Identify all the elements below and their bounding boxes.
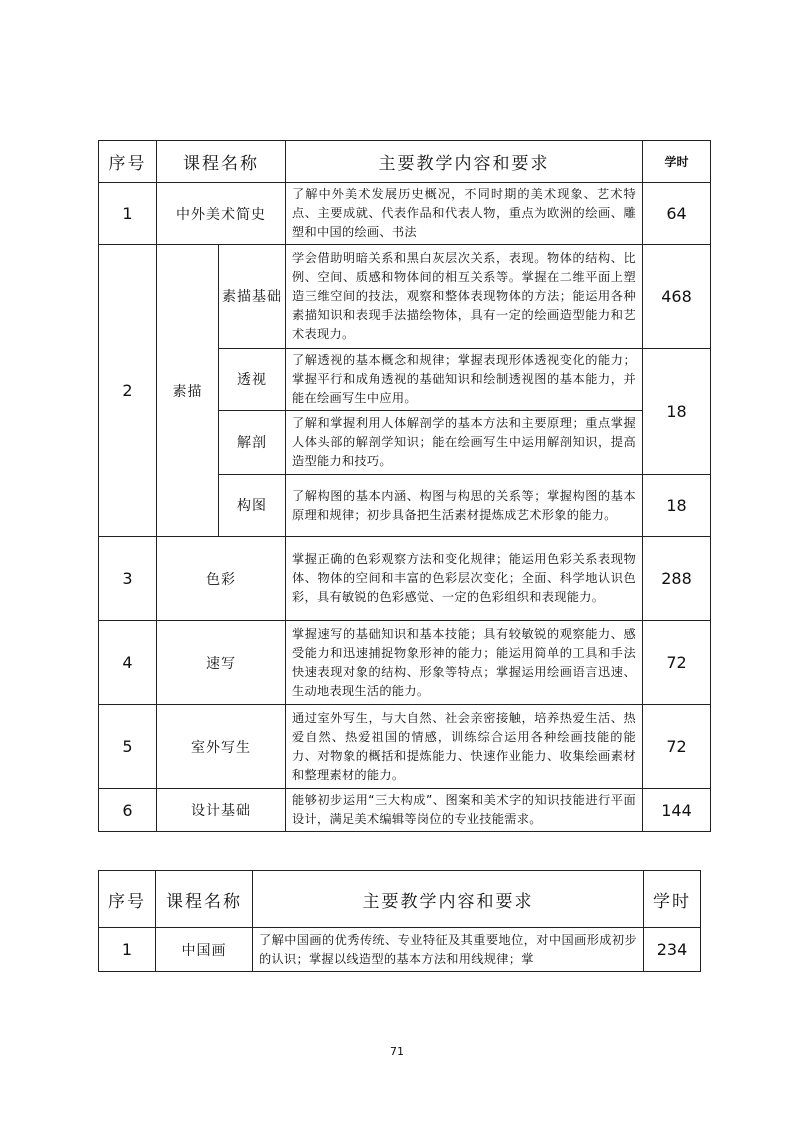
header-no: 序号 xyxy=(99,871,156,928)
row-no: 4 xyxy=(99,621,157,705)
table-row xyxy=(99,183,711,245)
sub-content: 了解和掌握利用人体解剖学的基本方法和主要原理；重点掌握人体头部的解剖学知识；能在绘画写生中运用解剖知识，提高造型能力和技巧。 xyxy=(286,411,643,475)
sub-course-name: 解剖 xyxy=(219,411,286,475)
header-no: 序号 xyxy=(99,141,157,183)
row-no: 1 xyxy=(99,928,156,972)
row-course-name: 中外美术简史 xyxy=(157,183,286,245)
table-row xyxy=(99,537,711,621)
row-no: 6 xyxy=(99,789,157,832)
row-hours: 288 xyxy=(643,537,711,621)
row-course-name: 色彩 xyxy=(157,537,286,621)
row-no: 1 xyxy=(99,183,157,245)
sub-course-name: 构图 xyxy=(219,475,286,537)
row-no: 5 xyxy=(99,705,157,789)
table-row xyxy=(99,245,711,349)
course-table-2 xyxy=(98,870,701,972)
sub-course-name: 透视 xyxy=(219,349,286,411)
page-number: 71 xyxy=(390,1045,404,1058)
table-row xyxy=(99,705,711,789)
header-course-name: 课程名称 xyxy=(156,871,253,928)
row-content: 了解中国画的优秀传统、专业特征及其重要地位，对中国画形成初步的认识；掌握以线造型的基本方法和用线规律；掌 xyxy=(253,928,644,972)
row-no: 2 xyxy=(99,245,157,537)
row-course-name: 中国画 xyxy=(156,928,253,972)
row-content: 了解中外美术发展历史概况，不同时期的美术现象、艺术特点、主要成就、代表作品和代表人物，重点为欧洲的绘画、雕塑和中国的绘画、书法 xyxy=(286,183,643,245)
row-no: 3 xyxy=(99,537,157,621)
sub-content: 学会借助明暗关系和黑白灰层次关系，表现。物体的结构、比例、空间、质感和物体间的相互关系等。掌握在二维平面上塑造三维空间的技法，观察和整体表现物体的方法；能运用各种素描知识和表现手法描绘物体，具有一定的绘画造型能力和艺术表现力。 xyxy=(286,245,643,349)
sub-hours: 468 xyxy=(643,245,711,349)
table-header-row xyxy=(99,141,711,183)
header-hours: 学时 xyxy=(643,141,711,183)
row-course-name: 素描 xyxy=(157,245,219,537)
table-row xyxy=(99,928,701,972)
sub-content: 了解构图的基本内涵、构图与构思的关系等；掌握构图的基本原理和规律；初步具备把生活素材提炼成艺术形象的能力。 xyxy=(286,475,643,537)
table-header-row xyxy=(99,871,701,928)
row-content: 掌握速写的基础知识和基本技能；具有较敏锐的观察能力、感受能力和迅速捕捉物象形神的能力；能运用简单的工具和手法快速表现对象的结构、形象等特点；掌握运用绘画语言迅速、生动地表现生活的能力。 xyxy=(286,621,643,705)
row-content: 通过室外写生，与大自然、社会亲密接触，培养热爱生活、热爱自然、热爱祖国的情感，训练综合运用各种绘画技能的能力、对物象的概括和提炼能力、快速作业能力、收集绘画素材和整理素材的能力。 xyxy=(286,705,643,789)
row-course-name: 室外写生 xyxy=(157,705,286,789)
row-hours: 72 xyxy=(643,705,711,789)
row-course-name: 速写 xyxy=(157,621,286,705)
header-content: 主要教学内容和要求 xyxy=(253,871,644,928)
row-hours: 234 xyxy=(644,928,701,972)
header-hours: 学时 xyxy=(644,871,701,928)
row-content: 能够初步运用“三大构成”、图案和美术字的知识技能进行平面设计，满足美术编辑等岗位的专业技能需求。 xyxy=(286,789,643,832)
sub-hours: 18 xyxy=(643,349,711,475)
table-row xyxy=(99,621,711,705)
row-hours: 144 xyxy=(643,789,711,832)
row-hours: 72 xyxy=(643,621,711,705)
header-course-name: 课程名称 xyxy=(157,141,286,183)
sub-content: 了解透视的基本概念和规律；掌握表现形体透视变化的能力；掌握平行和成角透视的基础知识和绘制透视图的基本能力，并能在绘画写生中应用。 xyxy=(286,349,643,411)
sub-course-name: 素描基础 xyxy=(219,245,286,349)
row-content: 掌握正确的色彩观察方法和变化规律；能运用色彩关系表现物体、物体的空间和丰富的色彩层次变化；全面、科学地认识色彩，具有敏锐的色彩感觉、一定的色彩组织和表现能力。 xyxy=(286,537,643,621)
sub-hours: 18 xyxy=(643,475,711,537)
row-hours: 64 xyxy=(643,183,711,245)
table-row xyxy=(99,789,711,832)
course-table-1 xyxy=(98,140,711,832)
row-course-name: 设计基础 xyxy=(157,789,286,832)
header-content: 主要教学内容和要求 xyxy=(286,141,643,183)
